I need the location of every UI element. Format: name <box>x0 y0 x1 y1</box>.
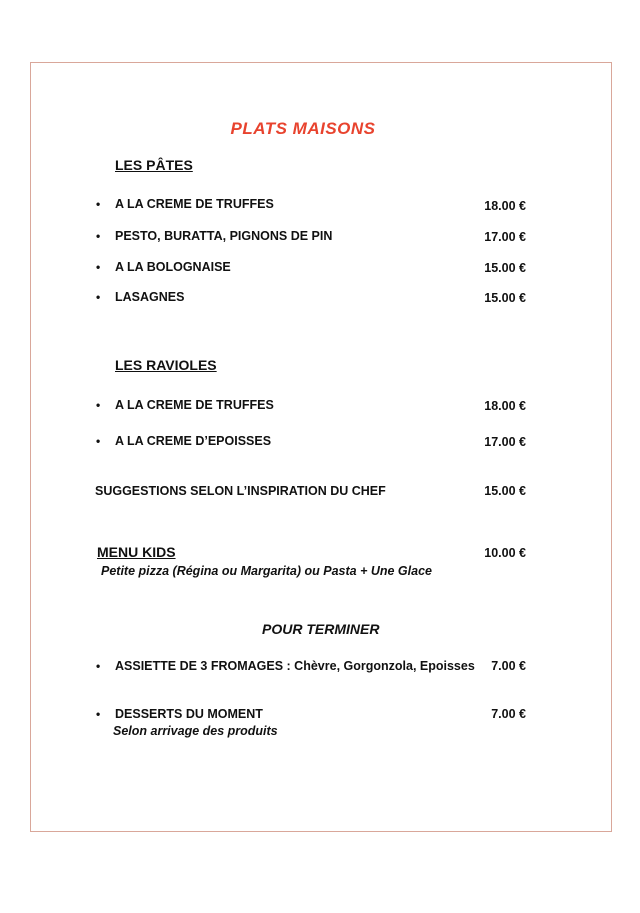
menu-item-label: A LA CREME DE TRUFFES <box>115 398 274 412</box>
menu-item-label: ASSIETTE DE 3 FROMAGES : Chèvre, Gorgonzola, Epoisses <box>115 659 475 673</box>
suggestions-price: 15.00 € <box>484 484 526 498</box>
menu-title: PLATS MAISONS <box>230 119 376 138</box>
menu-item-label: A LA CREME DE TRUFFES <box>115 197 274 211</box>
section-heading-menu-kids: MENU KIDS <box>97 544 176 560</box>
bullet: • <box>96 290 101 304</box>
menu-item-price: 7.00 € <box>491 707 526 721</box>
menu-item-label: DESSERTS DU MOMENT <box>115 707 263 721</box>
menu-kids-price: 10.00 € <box>484 546 526 560</box>
section-heading-pour-terminer: POUR TERMINER <box>262 621 380 637</box>
menu-item-price: 17.00 € <box>484 230 526 244</box>
menu-item-label: PESTO, BURATTA, PIGNONS DE PIN <box>115 229 333 243</box>
menu-item-price: 15.00 € <box>484 261 526 275</box>
bullet: • <box>96 229 101 243</box>
menu-item-price: 7.00 € <box>491 659 526 673</box>
bullet: • <box>96 197 101 211</box>
menu-item-label: LASAGNES <box>115 290 185 304</box>
bullet: • <box>96 398 101 412</box>
section-heading-ravioles: LES RAVIOLES <box>115 357 217 373</box>
menu-item-price: 15.00 € <box>484 291 526 305</box>
menu-item-label: A LA BOLOGNAISE <box>115 260 231 274</box>
menu-item-note: Selon arrivage des produits <box>113 724 278 738</box>
suggestions-label: SUGGESTIONS SELON L’INSPIRATION DU CHEF <box>95 484 386 498</box>
section-heading-pates: LES PÂTES <box>115 157 193 173</box>
menu-item-label: A LA CREME D’EPOISSES <box>115 434 272 448</box>
bullet: • <box>96 434 101 448</box>
bullet: • <box>96 659 101 673</box>
bullet: • <box>96 260 101 274</box>
menu-item-price: 18.00 € <box>484 399 526 413</box>
menu-kids-description: Petite pizza (Régina ou Margarita) ou Pasta + Une Glace <box>101 564 432 578</box>
bullet: • <box>96 707 101 721</box>
menu-item-price: 18.00 € <box>484 199 526 213</box>
menu-item-price: 17.00 € <box>484 435 526 449</box>
